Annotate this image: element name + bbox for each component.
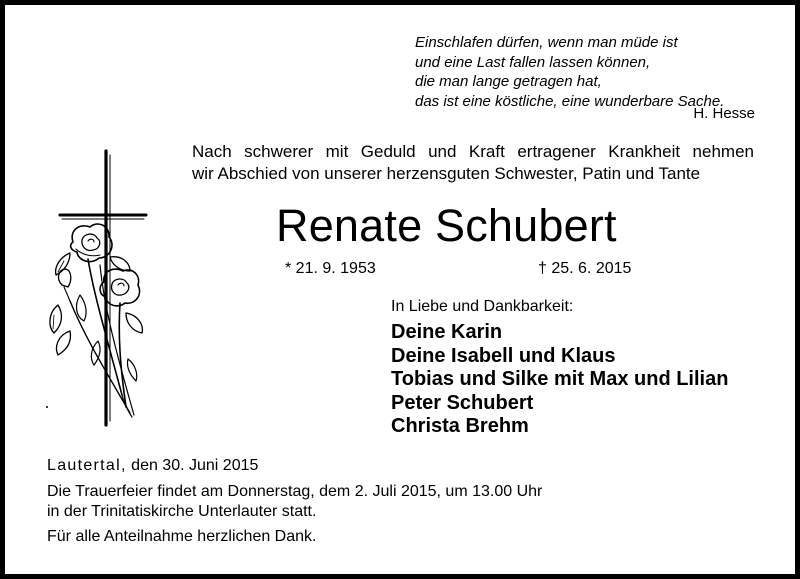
mourners-intro: In Liebe und Dankbarkeit:: [391, 298, 574, 315]
cross-with-roses-icon: [40, 145, 150, 435]
deceased-name: Renate Schubert: [276, 200, 617, 251]
mourner-name: Peter Schubert: [391, 391, 534, 414]
funeral-line: in der Trinitatiskirche Unterlauter statt.: [47, 502, 317, 520]
intro-text: [192, 141, 754, 185]
date: den 30. Juni 2015: [126, 457, 259, 474]
mourners-list: [391, 321, 728, 439]
funeral-line: Die Trauerfeier findet am Donnerstag, dem 2. Juli 2015, um 13.00 Uhr: [47, 483, 543, 500]
mourner-name: Deine Isabell und Klaus: [391, 344, 616, 367]
poem-line: die man lange getragen hat,: [415, 73, 602, 90]
poem: [415, 33, 757, 111]
intro-line: wir Abschied von unserer herzensguten Schwester, Patin und Tante: [192, 164, 701, 183]
poem-line: das ist eine köstliche, eine wunderbare Sache.: [415, 92, 725, 110]
place-date: [47, 456, 258, 476]
mourner-name: Deine Karin: [391, 321, 503, 343]
poem-line: und eine Last fallen lassen können,: [415, 53, 651, 71]
mourner-name: Christa Brehm: [391, 415, 529, 437]
birth-date: * 21. 9. 1953: [285, 260, 376, 277]
intro-line: Nach schwerer mit Geduld und Kraft ertragener Krankheit nehmen: [192, 142, 754, 161]
place: Lautertal,: [47, 457, 127, 474]
poem-line: Einschlafen dürfen, wenn man müde ist: [415, 34, 678, 51]
funeral-info: [47, 482, 542, 521]
death-date: † 25. 6. 2015: [538, 260, 632, 277]
poem-author: H. Hesse: [693, 105, 755, 122]
mourner-name: Tobias und Silke mit Max und Lilian: [391, 368, 729, 390]
closing-thanks: Für alle Anteilnahme herzlichen Dank.: [47, 528, 317, 545]
